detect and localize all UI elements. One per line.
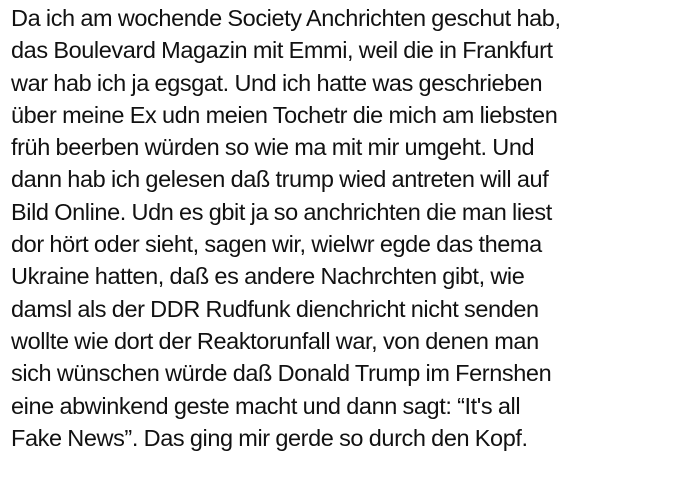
text-line: war hab ich ja egsgat. Und ich hatte was geschrieben [11,69,543,96]
text-line: eine abwinkend geste macht und dann sagt: “It's all [11,392,521,419]
text-line: dann hab ich gelesen daß trump wied antreten will auf [11,166,549,193]
text-line: Bild Online. Udn es gbit ja so anchrichten die man liest [11,198,552,225]
text-line: dor hört oder sieht, sagen wir, wielwr egde das thema [11,231,542,258]
text-line: Fake News”. Das ging mir gerde so durch den Kopf. [11,424,528,451]
text-line: damsl als der DDR Rudfunk dienchricht nicht senden [11,295,539,322]
text-line: sich wünschen würde daß Donald Trump im Fernshen [11,360,552,387]
text-line: wollte wie dort der Reaktorunfall war, von denen man [11,327,539,354]
text-line: Da ich am wochende Society Anchrichten geschut hab, [11,5,561,31]
text-line: früh beerben würden so wie ma mit mir umgeht. Und [11,134,535,161]
text-line: über meine Ex udn meien Tochetr die mich am liebsten [11,101,558,128]
text-paragraph [11,2,681,454]
text-line: das Boulevard Magazin mit Emmi, weil die in Frankfurt [11,37,553,64]
text-line: Ukraine hatten, daß es andere Nachrchten gibt, wie [11,263,525,290]
